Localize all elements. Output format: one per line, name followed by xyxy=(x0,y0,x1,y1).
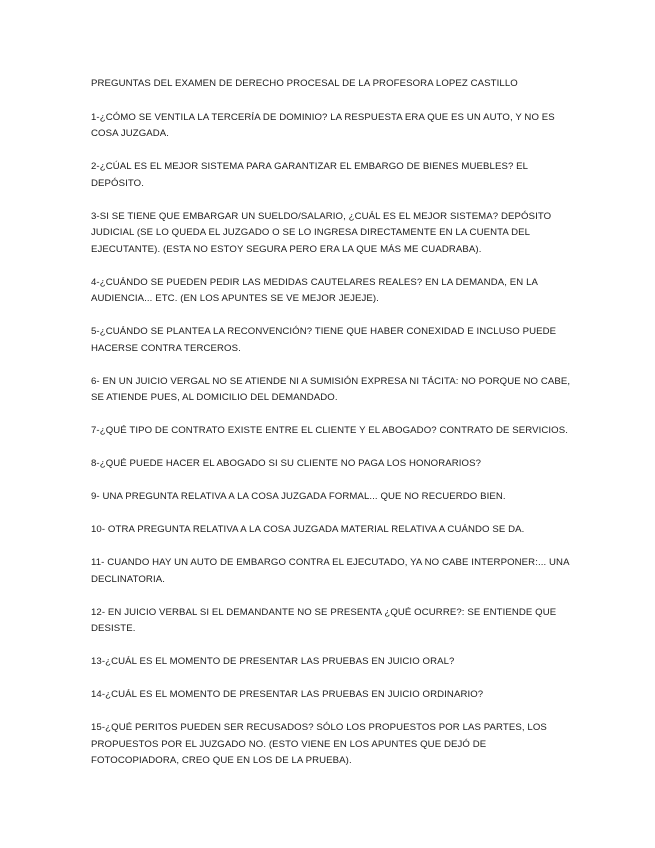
question-item-6: 6- EN UN JUICIO VERGAL NO SE ATIENDE NI A SUMISIÓN EXPRESA NI TÁCITA: NO PORQUE NO CABE, SE ATIENDE PUES, AL DOMICILIO DEL DEMANDADO. xyxy=(91,375,571,403)
question-item-14: 14-¿CUÁL ES EL MOMENTO DE PRESENTAR LAS PRUEBAS EN JUICIO ORDINARIO? xyxy=(91,689,484,700)
question-item-15: 15-¿QUÉ PERITOS PUEDEN SER RECUSADOS? SÓLO LOS PROPUESTOS POR LAS PARTES, LOS PROPUESTOS POR EL JUZGADO NO. (ESTO VIENE EN LOS APUNTES QUE DEJÓ DE FOTOCOPIADORA, CREO QUE EN LOS DE LA PRUEBA). xyxy=(91,722,547,766)
document-title: PREGUNTAS DEL EXAMEN DE DERECHO PROCESAL DE LA PROFESORA LOPEZ CASTILLO xyxy=(91,78,518,89)
document-body xyxy=(91,76,571,786)
question-item-1: 1-¿CÓMO SE VENTILA LA TERCERÍA DE DOMINIO? LA RESPUESTA ERA QUE ES UN AUTO, Y NO ES COSA JUZGADA. xyxy=(91,111,555,139)
question-item-12: 12- EN JUICIO VERBAL SI EL DEMANDANTE NO SE PRESENTA ¿QUÉ OCURRE?: SE ENTIENDE QUE DESISTE. xyxy=(91,606,557,634)
question-item-11: 11- CUANDO HAY UN AUTO DE EMBARGO CONTRA EL EJECUTADO, YA NO CABE INTERPONER:... UNA DECLINATORIA. xyxy=(91,557,570,585)
question-item-13: 13-¿CUÁL ES EL MOMENTO DE PRESENTAR LAS PRUEBAS EN JUICIO ORAL? xyxy=(91,656,455,667)
question-item-7: 7-¿QUÉ TIPO DE CONTRATO EXISTE ENTRE EL CLIENTE Y EL ABOGADO? CONTRATO DE SERVICIOS. xyxy=(91,425,569,436)
question-item-9: 9- UNA PREGUNTA RELATIVA A LA COSA JUZGADA FORMAL... QUE NO RECUERDO BIEN. xyxy=(91,491,506,502)
question-item-10: 10- OTRA PREGUNTA RELATIVA A LA COSA JUZGADA MATERIAL RELATIVA A CUÁNDO SE DA. xyxy=(91,524,525,535)
question-item-4: 4-¿CUÁNDO SE PUEDEN PEDIR LAS MEDIDAS CAUTELARES REALES? EN LA DEMANDA, EN LA AUDIENCIA... ETC. (EN LOS APUNTES SE VE MEJOR JEJEJE). xyxy=(91,276,538,304)
question-item-8: 8-¿QUÉ PUEDE HACER EL ABOGADO SI SU CLIENTE NO PAGA LOS HONORARIOS? xyxy=(91,458,482,469)
question-item-5: 5-¿CUÁNDO SE PLANTEA LA RECONVENCIÓN? TIENE QUE HABER CONEXIDAD E INCLUSO PUEDE HACERSE CONTRA TERCEROS. xyxy=(91,326,557,354)
question-item-3: 3-SI SE TIENE QUE EMBARGAR UN SUELDO/SALARIO, ¿CUÁL ES EL MEJOR SISTEMA? DEPÓSITO JUDICIAL (SE LO QUEDA EL JUZGADO O SE LO INGRESA DIRECTAMENTE EN LA CUENTA DEL EJECUTANTE). (ESTA NO ESTOY SEGURA PERO ERA LA QUE MÁS ME CUADRABA). xyxy=(91,210,552,255)
question-item-2: 2-¿CÚAL ES EL MEJOR SISTEMA PARA GARANTIZAR EL EMBARGO DE BIENES MUEBLES? EL DEPÓSITO. xyxy=(91,161,528,189)
